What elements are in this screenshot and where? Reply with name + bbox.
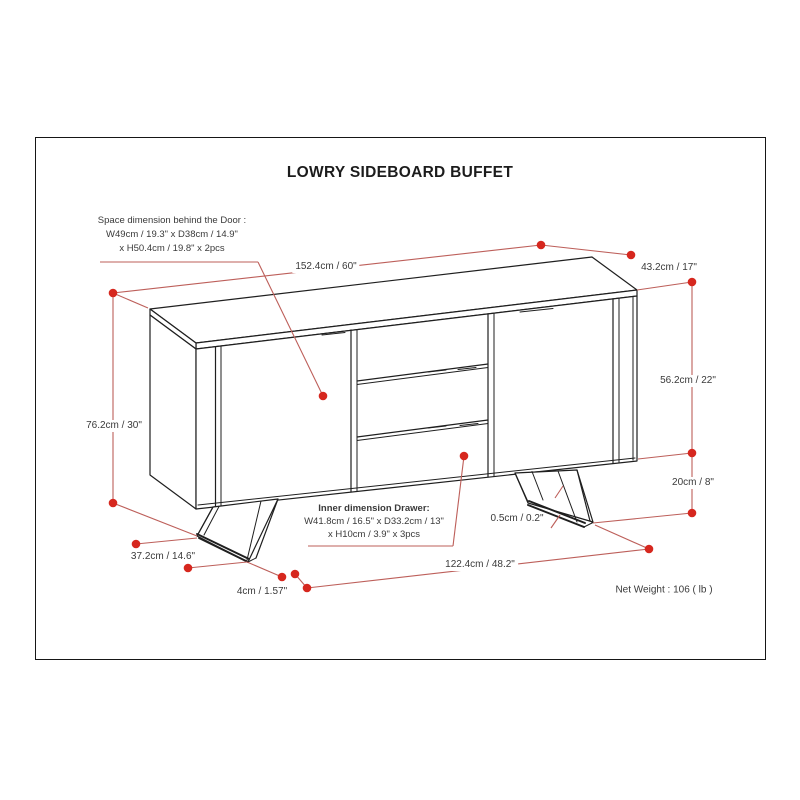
drawer-inner-note-line3: x H10cm / 3.9" x 3pcs (327, 529, 421, 540)
drawer-inner-note-line2: W41.8cm / 16.5" x D33.2cm / 13" (304, 516, 444, 527)
door-space-note (98, 214, 246, 256)
left-leg (197, 499, 278, 562)
drawer-inner-note-line1: Inner dimension Drawer: (318, 503, 430, 514)
dim-label-body-height: 56.2cm / 22" (657, 375, 719, 387)
dim-label-depth: 43.2cm / 17" (641, 262, 697, 273)
dim-label-leg-height: 20cm / 8" (669, 477, 717, 489)
dim-label-leg-span: 122.4cm / 48.2" (442, 559, 518, 571)
door-space-note-line3: x H50.4cm / 19.8" x 2pcs (119, 243, 225, 254)
dim-label-width: 152.4cm / 60" (292, 261, 359, 273)
dim-label-leg-depth: 37.2cm / 14.6" (130, 551, 196, 562)
drawer-inner-note (304, 502, 444, 541)
dim-label-leg-thickness: 4cm / 1.57" (236, 586, 288, 597)
dim-label-door-gap: 0.5cm / 0.2" (490, 513, 544, 524)
door-space-note-line2: W49cm / 19.3" x D38cm / 14.9" (106, 229, 238, 240)
net-weight-label: Net Weight : 106 ( lb ) (615, 584, 713, 596)
page-title: LOWRY SIDEBOARD BUFFET (286, 164, 514, 181)
door-space-note-line1: Space dimension behind the Door : (97, 215, 247, 226)
dim-label-total-height: 76.2cm / 30" (83, 420, 145, 432)
